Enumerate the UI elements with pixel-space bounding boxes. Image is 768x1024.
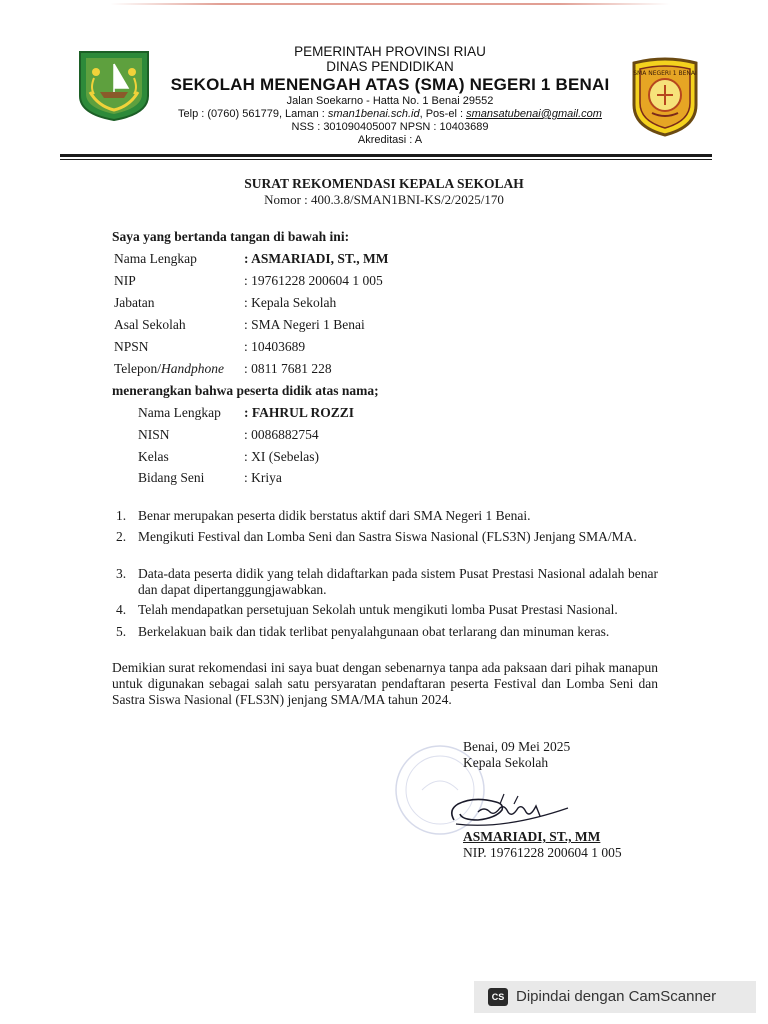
list-number: 2. (116, 529, 127, 544)
letter-title: SURAT REKOMENDASI KEPALA SEKOLAH (244, 176, 524, 191)
phone-label-prefix: Telepon/ (114, 361, 162, 376)
student-field-label: NISN (138, 427, 170, 442)
student-field-label: Nama Lengkap (138, 405, 221, 420)
letter-number: Nomor : 400.3.8/SMAN1BNI-KS/2/2025/170 (264, 192, 504, 207)
field-value: : 0811 7681 228 (244, 361, 332, 376)
list-item: Mengikuti Festival dan Lomba Seni dan Sastra Siswa Nasional (FLS3N) Jenjang SMA/MA. (138, 529, 637, 544)
letterhead-rule-thick (60, 154, 712, 157)
student-field-value: : Kriya (244, 470, 282, 485)
list-number: 1. (116, 508, 127, 523)
field-label: NIP (114, 273, 136, 288)
field-value: : 19761228 200604 1 005 (244, 273, 383, 288)
signer-position: Kepala Sekolah (463, 755, 549, 770)
field-value: : 10403689 (244, 339, 306, 354)
field-value: : Kepala Sekolah (244, 295, 337, 310)
school-ids: NSS : 301090405007 NPSN : 10403689 (291, 121, 489, 133)
camscanner-watermark (474, 981, 756, 1013)
intro-text: Saya yang bertanda tangan di bawah ini: (112, 229, 350, 244)
contact-phone: Telp : (0760) 561779, Laman : (178, 108, 328, 120)
list-item: Berkelakuan baik dan tidak terlibat penyalahgunaan obat terlarang dan minuman keras. (138, 624, 610, 639)
camscanner-label: Dipindai dengan CamScanner (516, 988, 717, 1005)
field-value: : ASMARIADI, ST., MM (244, 251, 389, 266)
contact-mid: , Pos-el : (419, 108, 467, 120)
scan-edge-line (110, 3, 670, 5)
signer-nip: NIP. 19761228 200604 1 005 (463, 845, 622, 860)
phone-label-italic: Handphone (161, 361, 225, 376)
field-value: : SMA Negeri 1 Benai (244, 317, 365, 332)
list-item: Benar merupakan peserta didik berstatus aktif dari SMA Negeri 1 Benai. (138, 508, 531, 523)
list-number: 3. (116, 566, 127, 581)
government-line: PEMERINTAH PROVINSI RIAU (294, 44, 486, 59)
school-logo (628, 55, 702, 137)
signer-name: ASMARIADI, ST., MM (463, 829, 601, 844)
field-label: Jabatan (114, 295, 155, 310)
camscanner-icon: CS (488, 988, 508, 1006)
student-field-label: Kelas (138, 449, 169, 464)
field-label: Asal Sekolah (114, 317, 186, 332)
school-name: SEKOLAH MENENGAH ATAS (SMA) NEGERI 1 BENAI (170, 75, 610, 94)
list-item: Telah mendapatkan persetujuan Sekolah untuk mengikuti lomba Pusat Prestasi Nasional. (138, 602, 618, 617)
closing-paragraph: Demikian surat rekomendasi ini saya buat dengan sebenarnya tanpa ada paksaan dari pihak manapun untuk digunakan sebagai salah satu persyaratan pendaftaran peserta Festival dan Lomba Seni dan Sastra Siswa Nasional (FLS3N) jenjang SMA/MA tahun 2024. (112, 660, 658, 707)
handwritten-signature (444, 790, 572, 834)
statement-text: menerangkan bahwa peserta didik atas nama; (112, 383, 379, 398)
email-link: smansatubenai@gmail.com (466, 108, 602, 120)
list-number: 5. (116, 624, 127, 639)
school-address: Jalan Soekarno - Hatta No. 1 Benai 29552 (286, 95, 494, 107)
field-label: Nama Lengkap (114, 251, 197, 266)
student-field-value: : XI (Sebelas) (244, 449, 319, 464)
field-label: NPSN (114, 339, 149, 354)
school-contact (150, 108, 630, 120)
department-line: DINAS PENDIDIKAN (326, 59, 454, 74)
accreditation: Akreditasi : A (357, 134, 423, 146)
student-field-value: : 0086882754 (244, 427, 319, 442)
field-label (114, 361, 224, 377)
list-item: Data-data peserta didik yang telah didaftarkan pada sistem Pusat Prestasi Nasional adalah benar dan dapat dipertanggungjawabkan. (138, 566, 658, 597)
website-link: sman1benai.sch.id (327, 108, 420, 120)
letterhead-rule-thin (60, 159, 712, 160)
list-number: 4. (116, 602, 127, 617)
school-logo-text: SMA NEGERI 1 BENAI (633, 70, 697, 77)
place-date: Benai, 09 Mei 2025 (463, 739, 571, 754)
student-field-value: : FAHRUL ROZZI (244, 405, 355, 420)
student-field-label: Bidang Seni (138, 470, 205, 485)
